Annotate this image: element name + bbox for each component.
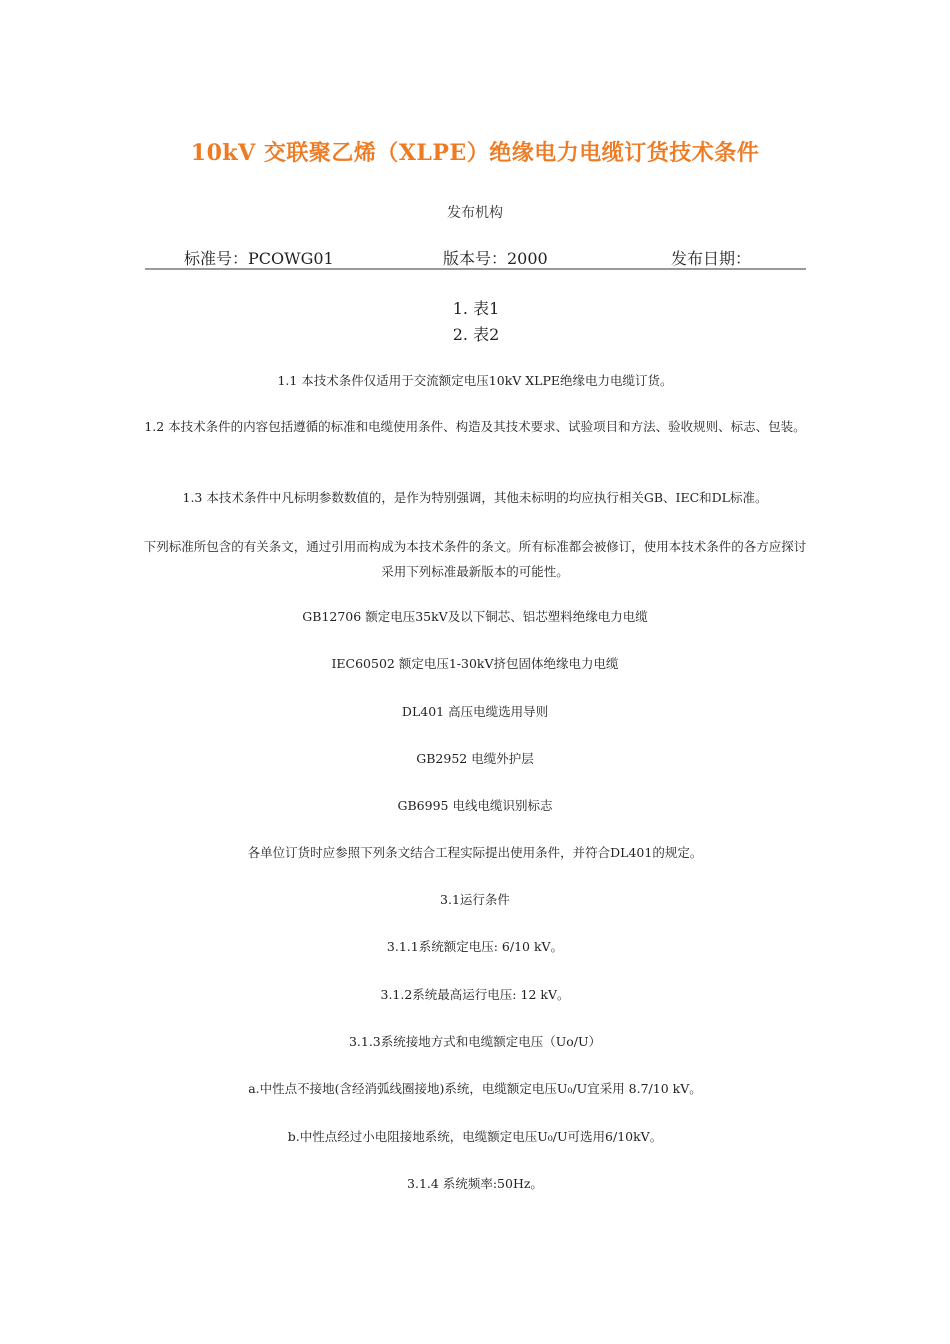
paragraph-1-3: 1.3 本技术条件中凡标明参数数值的，是作为特别强调，其他未标明的均应执行相关GB、IEC和DL标准。 [182,490,768,505]
publish-date: 发布日期： [671,249,752,268]
paragraph-3-1-4: 3.1.4 系统频率:50Hz。 [407,1176,543,1191]
standard-number: 标准号：PCOWG01 [184,249,334,268]
reference-gb12706: GB12706 额定电压35kV及以下铜芯、铝芯塑料绝缘电力电缆 [302,609,648,624]
paragraph-1-2: 1.2 本技术条件的内容包括遵循的标准和电缆使用条件、构造及其技术要求、试验项目和方法、验收规则、标志、包装。 [144,419,806,434]
document-meta-row [145,246,806,268]
paragraph-3-1-3: 3.1.3系统接地方式和电缆额定电压（Uo/U） [348,1034,602,1049]
section-3-1-heading: 3.1运行条件 [440,892,510,907]
paragraph-3-1-2: 3.1.2系统最高运行电压: 12 kV。 [380,987,570,1002]
toc-item-table-1[interactable]: 1. 表1 [452,299,500,318]
reference-gb6995: GB6995 电线电缆识别标志 [397,798,553,813]
version-number: 版本号：2000 [443,249,548,268]
publisher-label: 发布机构 [447,205,503,221]
header-divider [145,268,806,270]
paragraph-references-intro: 下列标准所包含的有关条文，通过引用而构成为本技术条件的条文。所有标准都会被修订，使用本技术条件的各方应探讨采用下列标准最新版本的可能性。 [143,539,807,579]
paragraph-3-1-3-b: b.中性点经过小电阻接地系统，电缆额定电压U₀/U可选用6/10kV。 [287,1129,663,1144]
reference-dl401: DL401 高压电缆选用导则 [401,704,549,719]
paragraph-3-1-3-a: a.中性点不接地(含经消弧线圈接地)系统，电缆额定电压U₀/U宜采用 8.7/10 kV。 [248,1081,702,1096]
paragraph-order-note: 各单位订货时应参照下列条文结合工程实际提出使用条件，并符合DL401的规定。 [247,845,703,860]
paragraph-1-1: 1.1 本技术条件仅适用于交流额定电压10kV XLPE绝缘电力电缆订货。 [277,373,673,388]
reference-iec60502: IEC60502 额定电压1-30kV挤包固体绝缘电力电缆 [331,656,619,671]
paragraph-3-1-1: 3.1.1系统额定电压: 6/10 kV。 [386,939,564,954]
table-of-contents [0,296,950,348]
document-title: 10kV 交联聚乙烯（XLPE）绝缘电力电缆订货技术条件 [190,140,760,166]
reference-gb2952: GB2952 电缆外护层 [416,751,534,766]
toc-item-table-2[interactable]: 2. 表2 [452,325,500,344]
